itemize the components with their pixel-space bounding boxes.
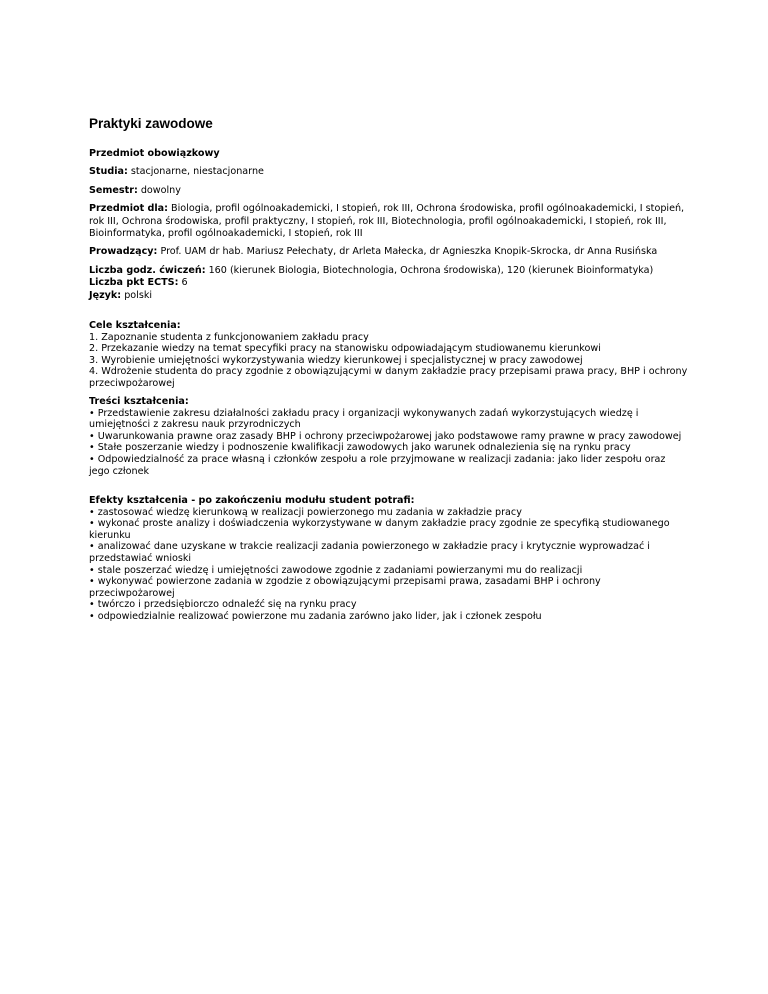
outcomes-item: • zastosować wiedzę kierunkową w realizacji powierzonego mu zadania w zakładzie pracy [89,506,522,518]
content-section [89,396,689,477]
hours-value: 160 (kierunek Biologia, Biotechnologia, Ochrona środowiska), 120 (kierunek Bioinformatyka) [205,264,654,276]
goals-item: 2. Przekazanie wiedzy na temat specyfiki pracy na stanowisku odpowiadającym studiowanemu kierunkowi [89,343,601,355]
outcomes-heading: Efekty kształcenia - po zakończeniu modułu student potrafi: [89,495,415,506]
outcomes-item: • odpowiedzialnie realizować powierzone mu zadania zarówno jako lider, jak i członek zespołu [89,610,542,622]
semester-value: dowolny [137,184,181,196]
goals-item: 3. Wyrobienie umiejętności wykorzystywania wiedzy kierunkowej i specjalistycznej w pracy zawodowej [89,354,583,366]
course-metadata [89,148,689,302]
language-label: Język: [89,289,122,301]
outcomes-item: • wykonać proste analizy i doświadczenia wykorzystywane w danym zakładzie pracy zgodnie ze specyfiką studiowanego kierunku [89,518,670,541]
page-title: Praktyki zawodowe [89,116,213,131]
content-item: • Przedstawienie zakresu działalności zakładu pracy i organizacji wykonywanych zadań wykorzystujących wiedzę i umiejętności z zakresu nauk przyrodniczych [89,407,639,431]
studies-value: stacjonarne, niestacjonarne [127,166,264,178]
content-item: • Stałe poszerzanie wiedzy i podnoszenie kwalifikacji zawodowych jako warunek odnalezienia się na rynku pracy [89,442,631,454]
obligatory-note: Przedmiot obowiązkowy [89,148,220,159]
lecturers-value: Prof. UAM dr hab. Mariusz Pełechaty, dr Arleta Małecka, dr Agnieszka Knopik-Skrocka, dr Anna Rusińska [157,246,658,258]
outcomes-item: • analizować dane uzyskane w trakcie realizacji zadania powierzonego w zakładzie pracy i krytycznie wyprowadzać i przedstawiać wnioski [89,541,650,564]
goals-section [89,320,689,390]
ects-label: Liczba pkt ECTS: [89,277,179,289]
semester-row [89,185,689,197]
semester-label: Semestr: [89,184,138,196]
content-item: • Odpowiedzialność za prace własną i członków zespołu a role przyjmowane w realizacji zadania: jako lider zespołu oraz jego członek [89,453,666,477]
language-value: polski [121,289,153,301]
lecturers-row [89,246,689,258]
outcomes-item: • stale poszerzać wiedzę i umiejętności zawodowe zgodnie z zadaniami powierzanymi mu do realizacji [89,564,583,576]
course-for-label: Przedmiot dla: [89,203,168,215]
course-for-value: Biologia, profil ogólnoakademicki, I stopień, rok III, Ochrona środowiska, profil ogólnoakademicki, I stopień, rok III, Ochrona środowiska, profil praktyczny, I stopień, rok III, Biotechnologia, profil ogólnoakademicki, I stopień, rok III, Bioinformatyka, profil ogólnoakademicki, I stopień, rok III [89,203,685,240]
course-for-row [89,203,689,240]
goals-item: 1. Zapoznanie studenta z funkcjonowaniem zakładu pracy [89,331,369,343]
content-heading: Treści kształcenia: [89,396,189,407]
goals-item: 4. Wdrożenie studenta do pracy zgodnie z obowiązującymi w danym zakładzie pracy przepisami prawa pracy, BHP i ochrony przeciwpożarowej [89,366,688,389]
studies-label: Studia: [89,166,128,178]
goals-heading: Cele kształcenia: [89,320,181,331]
lecturers-label: Prowadzący: [89,246,158,258]
outcomes-section [89,495,689,623]
content-item: • Uwarunkowania prawne oraz zasady BHP i ochrony przeciwpożarowej jako podstawowe ramy prawne w pracy zawodowej [89,430,682,442]
studies-row [89,166,689,178]
outcomes-item: • wykonywać powierzone zadania w zgodzie z obowiązującymi przepisami prawa, zasadami BHP i ochrony przeciwpożarowej [89,576,601,599]
outcomes-item: • twórczo i przedsiębiorczo odnaleźć się na rynku pracy [89,599,357,611]
ects-row [89,277,689,289]
language-row [89,290,689,302]
hours-label: Liczba godz. ćwiczeń: [89,264,206,276]
ects-value: 6 [178,277,188,289]
hours-row [89,265,689,277]
